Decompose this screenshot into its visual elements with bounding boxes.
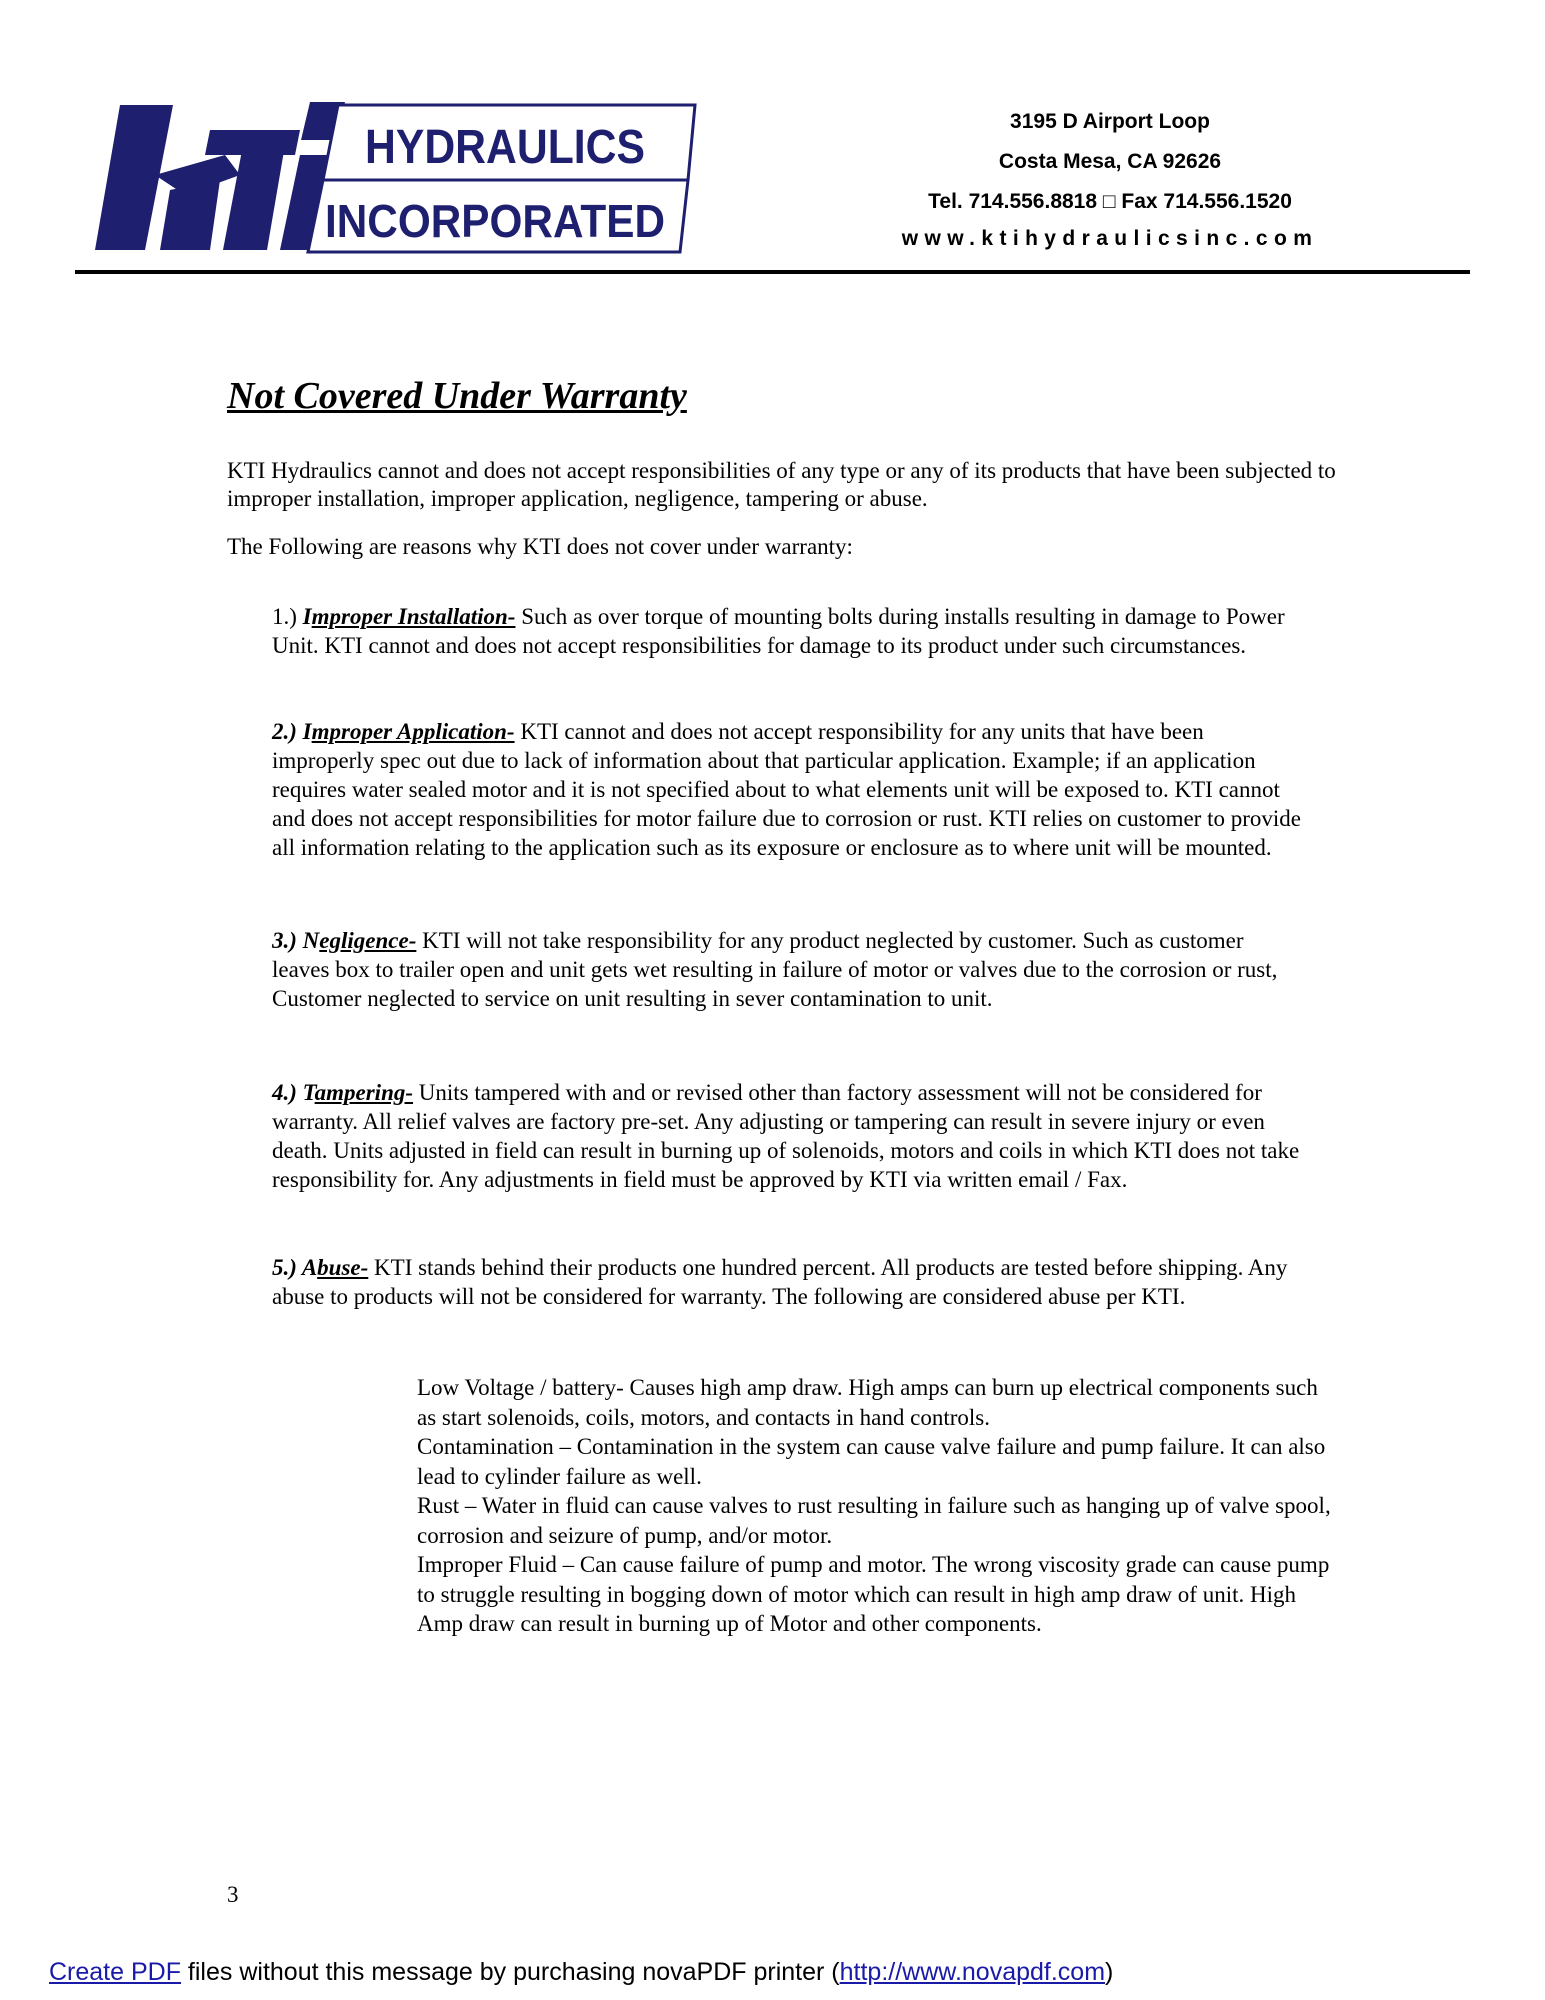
item-heading-initial: N xyxy=(302,928,320,953)
warranty-item-abuse xyxy=(272,1253,1302,1311)
header-rule xyxy=(75,270,1470,274)
item-number: 1.) xyxy=(272,604,303,629)
address-city: Costa Mesa, CA 92626 xyxy=(998,150,1222,173)
item-heading-initial: I xyxy=(302,604,312,629)
item-body: Units tampered with and or revised other than factory assessment will not be considered for warranty. All relief valves are factory pre-set. Any adjusting or tampering can result in severe injury or even death. Units adjusted in field can result in burning up of solenoids, motors and coils in which KTI does not take responsibility for. Any adjustments in field must be approved by KTI via written email / Fax. xyxy=(272,1080,1300,1192)
item-heading: mproper Installation- xyxy=(311,604,516,629)
address-street: 3195 D Airport Loop xyxy=(1010,110,1210,133)
warranty-item-application xyxy=(272,717,1302,862)
abuse-rust: Rust – Water in fluid can cause valves to rust resulting in failure such as hanging up of valve spool, corrosion and seizure of pump, and/or motor. xyxy=(417,1493,1331,1548)
footer-close-paren: ) xyxy=(1105,1958,1114,1986)
warranty-item-installation xyxy=(272,602,1302,660)
warranty-item-negligence xyxy=(272,926,1302,1013)
kti-hydraulics-logo xyxy=(95,100,710,260)
logo-word-incorporated: INCORPORATED xyxy=(325,195,665,247)
item-heading: buse- xyxy=(317,1255,369,1280)
phone-fax: Tel. 714.556.8818 □ Fax 714.556.1520 xyxy=(928,190,1292,213)
pdf-footer xyxy=(49,1958,1113,1987)
abuse-low-voltage: Low Voltage / battery- Causes high amp draw. High amps can burn up electrical components such as start solenoids, coils, motors, and contacts in hand controls. xyxy=(417,1375,1318,1430)
item-heading: egligence- xyxy=(319,928,417,953)
item-body: KTI stands behind their products one hundred percent. All products are tested before shipping. Any abuse to products will not be considered for warranty. The following are considered abuse per KTI. xyxy=(272,1255,1288,1309)
abuse-list xyxy=(417,1373,1337,1639)
page-title: Not Covered Under Warranty xyxy=(227,375,687,417)
item-heading: mproper Application- xyxy=(311,719,515,744)
abuse-contamination: Contamination – Contamination in the system can cause valve failure and pump failure. It can also lead to cylinder failure as well. xyxy=(417,1434,1326,1489)
item-body: KTI will not take responsibility for any product neglected by customer. Such as customer leaves box to trailer open and unit gets wet resulting in failure of motor or valves due to the corrosion or rust, Customer neglected to service on unit resulting in sever contamination to unit. xyxy=(272,928,1278,1011)
item-heading: ampering- xyxy=(314,1080,414,1105)
item-number: 4.) xyxy=(272,1080,303,1105)
logo-k-leg xyxy=(160,180,220,250)
item-body: Such as over torque of mounting bolts during installs resulting in damage to Power Unit. KTI cannot and does not accept responsibilities for damage to its product under such circumstances. xyxy=(272,604,1285,658)
logo-t-stem xyxy=(223,145,285,250)
logo-word-hydraulics: HYDRAULICS xyxy=(365,121,645,174)
item-number: 2.) xyxy=(272,719,303,744)
company-address xyxy=(855,102,1365,256)
create-pdf-link[interactable]: Create PDF xyxy=(49,1958,181,1986)
intro-paragraph: KTI Hydraulics cannot and does not accept responsibilities of any type or any of its products that have been subjected to improper installation, improper application, negligence, tampering or abuse. xyxy=(227,458,1336,511)
item-number: 3.) xyxy=(272,928,303,953)
footer-text: files without this message by purchasing novaPDF printer ( xyxy=(180,1958,840,1986)
warranty-item-tampering xyxy=(272,1078,1302,1194)
lead-paragraph: The Following are reasons why KTI does not cover under warranty: xyxy=(227,534,853,559)
novapdf-link[interactable]: http://www.novapdf.com xyxy=(839,1958,1106,1986)
item-heading-initial: T xyxy=(302,1080,315,1105)
item-number: 5.) xyxy=(272,1255,302,1280)
website: www.ktihydraulicsinc.com xyxy=(901,227,1319,250)
abuse-improper-fluid: Improper Fluid – Can cause failure of pump and motor. The wrong viscosity grade can cause pump to struggle resulting in bogging down of motor which can result in high amp draw of unit. High Amp draw can result in burning up of Motor and other components. xyxy=(417,1552,1330,1636)
page-number: 3 xyxy=(227,1882,239,1907)
item-heading-initial: I xyxy=(302,719,312,744)
item-body: KTI cannot and does not accept responsibility for any units that have been improperly spec out due to lack of information about that particular application. Example; if an application requires water sealed motor and it is not specified about to what elements unit will be exposed to. KTI cannot and does not accept responsibilities for motor failure due to corrosion or rust. KTI relies on customer to provide all information relating to the application such as its exposure or enclosure as to where unit will be mounted. xyxy=(272,719,1301,860)
item-heading-initial: A xyxy=(301,1255,318,1280)
